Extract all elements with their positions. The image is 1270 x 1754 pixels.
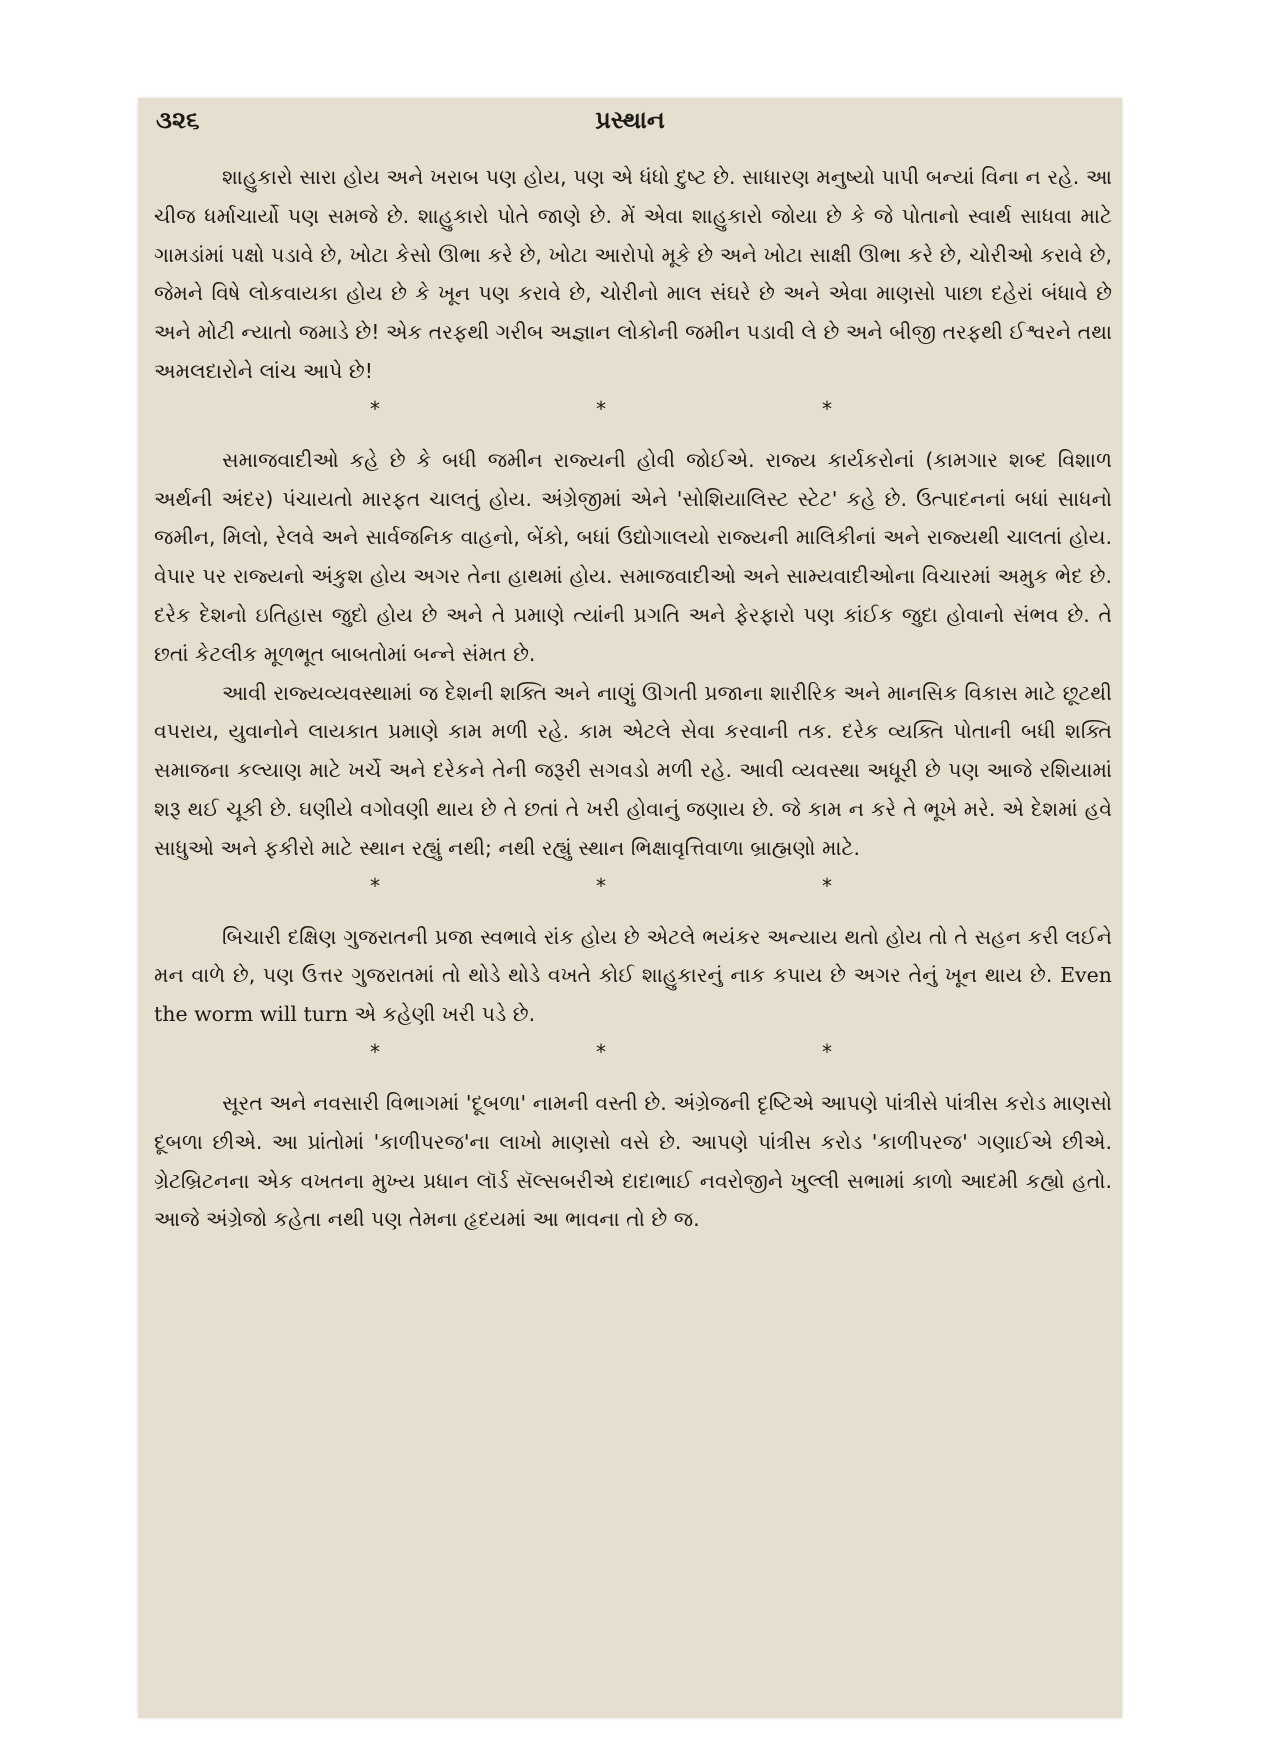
paragraph-south-gujarat-text: બિચારી દક્ષિણ ગુજરાતની પ્રજા સ્વભાવે રાંક હોય છે એટલે ભયંકર અન્યાય થતો હોય તો તે સહન કરી લઈને મન વાળે છે, પણ ઉત્તર ગુજરાતમાં તો થોડે થોડે વખતે કોઈ શાહુકારનું નાક કપાય છે અગર તેનું ખૂન થાય છે. (154, 924, 1112, 988)
separator-star: * (370, 396, 380, 421)
body-text (154, 158, 1112, 1239)
separator-star: * (822, 396, 832, 421)
separator-star: * (596, 1039, 606, 1064)
paragraph-south-gujarat (154, 918, 1112, 1034)
section-separator (154, 1036, 1112, 1078)
page-number: ૩૨૬ (156, 106, 200, 134)
running-title: પ્રસ્થાન (595, 106, 665, 134)
section-separator (154, 870, 1112, 912)
separator-star: * (822, 873, 832, 898)
paragraph-socialists: સમાજવાદીઓ કહે છે કે બધી જમીન રાજ્યની હોવી જોઈએ. રાજ્ય કાર્યકરોનાં (કામગાર શબ્દ વિશાળ અર્થની અંદર) પંચાયતો મારફત ચાલતું હોય. અંગ્રેજીમાં એને 'સોશિયાલિસ્ટ સ્ટેટ' કહે છે. ઉત્પાદનનાં બધાં સાધનો જમીન, મિલો, રેલવે અને સાર્વજનિક વાહનો, બેંકો, બધાં ઉદ્યોગાલયો રાજ્યની માલિકીનાં અને રાજ્યથી ચાલતાં હોય. વેપાર પર રાજ્યનો અંકુશ હોય અગર તેના હાથમાં હોય. સમાજવાદીઓ અને સામ્યવાદીઓના વિચારમાં અમુક ભેદ છે. દરેક દેશનો ઇતિહાસ જુદો હોય છે અને તે પ્રમાણે ત્યાંની પ્રગતિ અને ફેરફારો પણ કાંઈક જુદા હોવાનો સંભવ છે. તે છતાં કેટલીક મૂળભૂત બાબતોમાં બન્ને સંમત છે. (154, 447, 1112, 666)
separator-star: * (370, 873, 380, 898)
separator-star: * (822, 1039, 832, 1064)
paragraph-surat-navsari: સૂરત અને નવસારી વિભાગમાં 'દૂબળા' નામની વસ્તી છે. અંગ્રેજની દૃષ્ટિએ આપણે પાંત્રીસે પાંત્રીસ કરોડ માણસો દૂબળા છીએ. આ પ્રાંતોમાં 'કાળીપરજ'ના લાખો માણસો વસે છે. આપણે પાંત્રીસ કરોડ 'કાળીપરજ' ગણાઈએ છીએ. ગ્રેટબ્રિટનના એક વખતના મુખ્ય પ્રધાન લૉર્ડ સૅલ્સબરીએ દાદાભાઈ નવરોજીને ખુલ્લી સભામાં કાળો આદમી કહ્યો હતો. આજે અંગ્રેજો કહેતા નથી પણ તેમના હૃદયમાં આ ભાવના તો છે જ. (154, 1090, 1112, 1232)
section-separator (154, 393, 1112, 435)
page-header (156, 106, 1104, 146)
proverb-gujarati-tail: એ કહેણી ખરી પડે છે. (354, 1002, 536, 1027)
book-page (138, 98, 1122, 1718)
english-proverb: Even the worm will turn (154, 963, 1112, 1027)
separator-star: * (370, 1039, 380, 1064)
paragraph-moneylenders: શાહુકારો સારા હોય અને ખરાબ પણ હોય, પણ એ ધંધો દુષ્ટ છે. સાધારણ મનુષ્યો પાપી બન્યાં વિના ન રહે. આ ચીજ ધર્માચાર્યો પણ સમજે છે. શાહુકારો પોતે જાણે છે. મેં એવા શાહુકારો જોયા છે કે જે પોતાનો સ્વાર્થ સાધવા માટે ગામડાંમાં પક્ષો પડાવે છે, ખોટા કેસો ઊભા કરે છે, ખોટા આરોપો મૂકે છે અને ખોટા સાક્ષી ઊભા કરે છે, ચોરીઓ કરાવે છે, જેમને વિષે લોકવાયકા હોય છે કે ખૂન પણ કરાવે છે, ચોરીનો માલ સંઘરે છે અને એવા માણસો પાછા દહેરાં બંધાવે છે અને મોટી ન્યાતો જમાડે છે! એક તરફથી ગરીબ અજ્ઞાન લોકોની જમીન પડાવી લે છે અને બીજી તરફથી ઈશ્વરને તથા અમલદારોને લાંચ આપે છે! (154, 165, 1112, 383)
separator-star: * (596, 396, 606, 421)
separator-star: * (596, 873, 606, 898)
paragraph-state-system: આવી રાજ્યવ્યવસ્થામાં જ દેશની શક્તિ અને નાણું ઊગતી પ્રજાના શારીરિક અને માનસિક વિકાસ માટે છૂટથી વપરાય, યુવાનોને લાયકાત પ્રમાણે કામ મળી રહે. કામ એટલે સેવા કરવાની તક. દરેક વ્યક્તિ પોતાની બધી શક્તિ સમાજના કલ્યાણ માટે ખર્ચે અને દરેકને તેની જરૂરી સગવડો મળી રહે. આવી વ્યવસ્થા અધૂરી છે પણ આજે રશિયામાં શરૂ થઈ ચૂકી છે. ઘણીયે વગોવણી થાય છે તે છતાં તે ખરી હોવાનું જણાય છે. જે કામ ન કરે તે ભૂખે મરે. એ દેશમાં હવે સાધુઓ અને ફકીરો માટે સ્થાન રહ્યું નથી; નથી રહ્યું સ્થાન ભિક્ષાવૃત્તિવાળા બ્રાહ્મણો માટે. (154, 680, 1112, 860)
